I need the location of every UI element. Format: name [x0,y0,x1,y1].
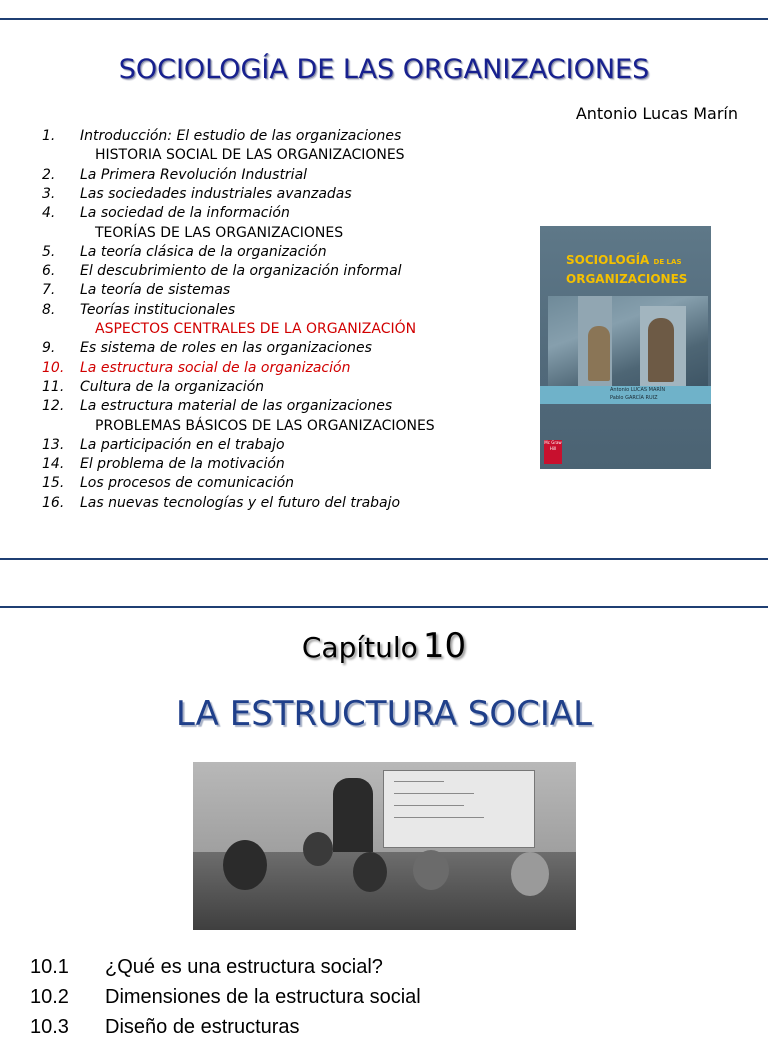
toc-item-text: La participación en el trabajo [80,436,285,453]
toc-section-heading: PROBLEMAS BÁSICOS DE LAS ORGANIZACIONES [95,417,435,434]
toc-item-text: La estructura social de la organización [80,359,351,376]
toc-item [42,494,400,512]
book-cover-photo [548,296,708,386]
book-cover-image [540,226,711,469]
toc-item-text: La teoría clásica de la organización [80,243,327,260]
outline-item-text: Diseño de estructuras [105,1016,300,1038]
toc-item-number: 12. [42,398,65,415]
toc-item-text: El descubrimiento de la organización informal [80,263,402,280]
book-title-heading: SOCIOLOGÍA DE LAS ORGANIZACIONES [118,54,650,85]
slide-contents [0,20,768,558]
divider-rule [0,558,768,560]
toc-item-number: 4. [42,205,56,222]
toc-item [42,474,294,492]
chapter-title: LA ESTRUCTURA SOCIAL [175,694,593,734]
toc-item-number: 11. [42,378,65,395]
toc-item-text: Las nuevas tecnologías y el futuro del trabajo [80,494,401,511]
outline-item-number: 10.2 [30,986,69,1008]
author-name: Antonio Lucas Marín [575,104,738,123]
toc-item-text: Es sistema de roles en las organizaciones [80,340,372,357]
toc-item-number: 14. [42,456,65,473]
toc-item-number: 2. [42,166,56,183]
toc-item [42,281,230,299]
toc-item [42,301,235,319]
book-cover-author-2: Pablo GARCÍA RUIZ [610,395,658,401]
toc-item [42,436,285,454]
toc-item [42,262,402,280]
toc-item-number: 13. [42,436,65,453]
toc-item [42,243,327,261]
toc-item-number: 5. [42,243,56,260]
toc-item-number: 7. [42,282,56,299]
book-cover-title [566,252,687,288]
toc-item-number: 6. [42,263,56,280]
toc-item [42,127,401,145]
chapter-heading [0,626,768,666]
toc-item [42,359,350,377]
toc-item-text: Teorías institucionales [80,301,236,318]
toc-item-number: 10. [42,359,65,376]
toc-item-text: La sociedad de la información [80,205,290,222]
book-cover-title-line2: ORGANIZACIONES [566,272,688,286]
book-cover-title-line1: SOCIOLOGÍA [566,253,650,267]
book-cover-title-small: DE LAS [653,258,682,266]
toc-section-heading: ASPECTOS CENTRALES DE LA ORGANIZACIÓN [95,321,417,337]
toc-item [42,397,392,415]
toc-section-heading: HISTORIA SOCIAL DE LAS ORGANIZACIONES [95,147,405,164]
toc-item [42,455,285,473]
toc-item-text: Introducción: El estudio de las organizaciones [80,128,402,144]
outline-item [30,956,383,979]
toc-item [42,339,372,357]
chapter-number: 10 [422,626,467,666]
chapter-word: Capítulo [301,631,418,664]
toc-item-text: La estructura material de las organizaciones [80,398,393,415]
classroom-photo [193,762,576,930]
toc-item-text: El problema de la motivación [80,456,285,473]
toc-item-text: Las sociedades industriales avanzadas [80,185,352,202]
outline-item [30,986,421,1009]
chapter-slide [0,608,768,1038]
outline-item-text: ¿Qué es una estructura social? [105,956,383,978]
toc-item-number: 15. [42,475,65,492]
toc-section-heading: TEORÍAS DE LAS ORGANIZACIONES [95,224,344,241]
toc-item-text: La Primera Revolución Industrial [80,166,308,183]
toc-item-text: Los procesos de comunicación [80,475,295,492]
book-cover-author-1: Antonio LUCAS MARÍN [610,387,666,393]
toc-item-number: 3. [42,185,56,202]
outline-item-text: Dimensiones de la estructura social [105,986,421,1008]
outline-item-number: 10.3 [30,1016,69,1038]
toc-item-number: 16. [42,494,65,511]
toc-item [42,185,352,203]
book-cover-authors [540,386,711,404]
toc-item-number: 9. [42,340,56,357]
toc-item [42,378,264,396]
outline-item-number: 10.1 [30,956,69,978]
toc-item-number: 1. [42,128,56,144]
toc-item-text: Cultura de la organización [80,378,265,395]
outline-item [30,1016,300,1039]
toc-item [42,204,290,222]
toc-item [42,166,307,184]
toc-item-number: 8. [42,301,56,318]
publisher-logo: Mc Graw Hill [544,440,562,464]
toc-item-text: La teoría de sistemas [80,282,231,299]
